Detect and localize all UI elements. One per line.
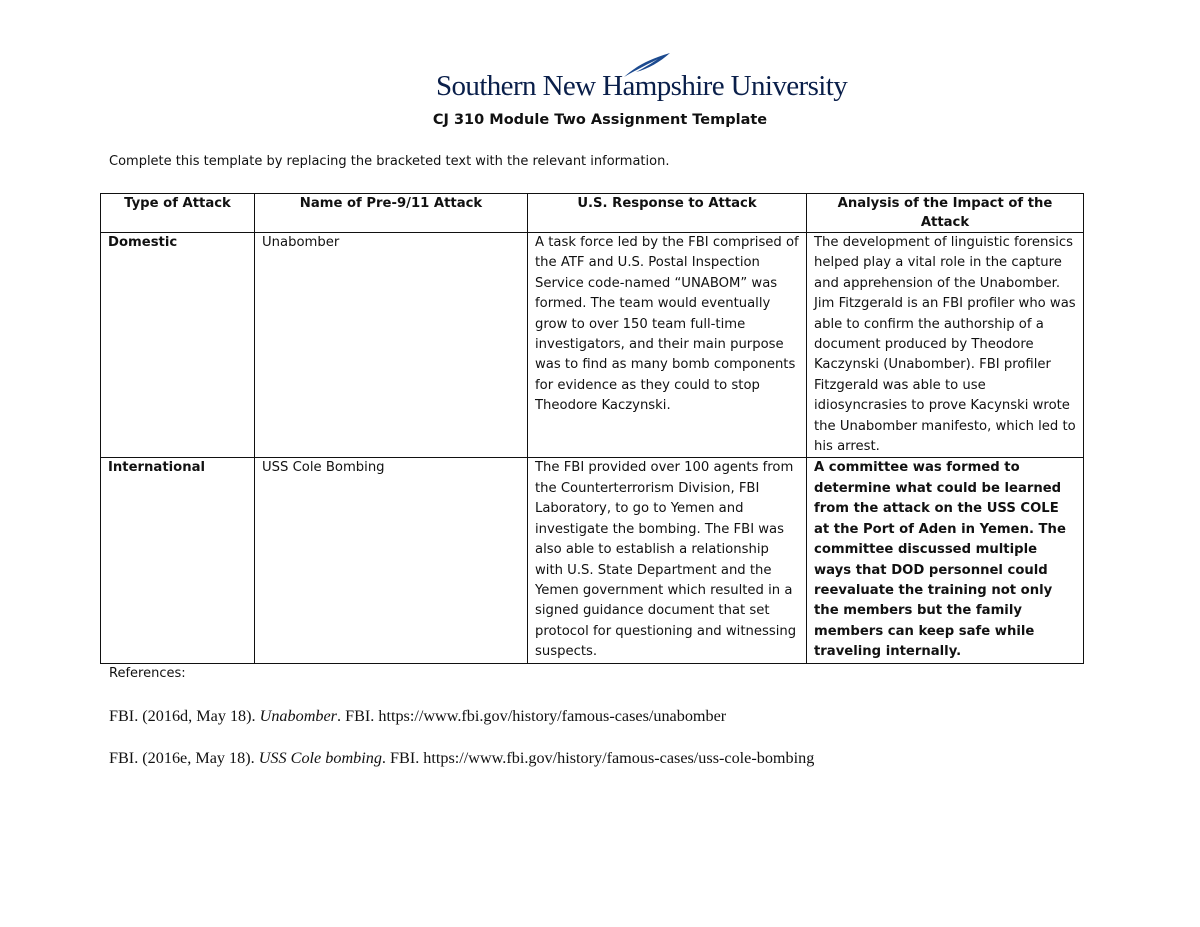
column-header: Analysis of the Impact of the Attack (807, 194, 1084, 233)
response-cell: The FBI provided over 100 agents from the Counterterrorism Division, FBI Laboratory, to go to Yemen and investigate the bombing. The FBI was also able to establish a relationship with U.S. State Department and the Yemen government which resulted in a signed guidance document that set protocol for questioning and witnessing suspects. (528, 458, 807, 663)
analysis-cell: The development of linguistic forensics helped play a vital role in the capture and apprehension of the Unabomber. Jim Fitzgerald is an FBI profiler who was able to confirm the authorship of a document produced by Theodore Kaczynski (Unabomber). FBI profiler Fitzgerald was able to use idiosyncrasies to prove Kacynski wrote the Unabomber manifesto, which led to his arrest. (807, 233, 1084, 458)
reference-entry (109, 707, 726, 726)
reference-entry (109, 749, 814, 768)
reference-prefix: FBI. (2016e, May 18). (109, 749, 259, 767)
attack-type-cell: Domestic (101, 233, 255, 458)
column-header: Name of Pre-9/11 Attack (255, 194, 528, 233)
university-logo (436, 52, 848, 104)
table-row (101, 458, 1084, 663)
reference-prefix: FBI. (2016d, May 18). (109, 707, 260, 725)
document-title: CJ 310 Module Two Assignment Template (432, 112, 768, 128)
analysis-cell: A committee was formed to determine what could be learned from the attack on the USS COLE at the Port of Aden in Yemen. The committee discussed multiple ways that DOD personnel could reevaluate the training not only the members but the family members can keep safe while traveling internally. (807, 458, 1084, 663)
table-header-row (101, 194, 1084, 233)
references-label: References: (109, 666, 186, 681)
attack-type-cell: International (101, 458, 255, 663)
response-cell: A task force led by the FBI comprised of the ATF and U.S. Postal Inspection Service code-named “UNABOM” was formed. The team would eventually grow to over 150 team full-time investigators, and their main purpose was to find as many bomb components for evidence as they could to stop Theodore Kaczynski. (528, 233, 807, 458)
quill-icon (622, 52, 672, 78)
logo-wordmark: Southern New Hampshire University (436, 70, 848, 102)
column-header: Type of Attack (101, 194, 255, 233)
instructions-text: Complete this template by replacing the bracketed text with the relevant information. (109, 154, 670, 169)
attack-name-cell: Unabomber (255, 233, 528, 458)
table-row (101, 233, 1084, 458)
attack-name-cell: USS Cole Bombing (255, 458, 528, 663)
reference-suffix: . FBI. https://www.fbi.gov/history/famous-cases/uss-cole-bombing (381, 749, 815, 767)
reference-title: Unabomber (259, 707, 337, 725)
reference-title: USS Cole bombing (258, 749, 382, 767)
reference-suffix: . FBI. https://www.fbi.gov/history/famous-cases/unabomber (336, 707, 727, 725)
attack-table (100, 193, 1084, 664)
column-header: U.S. Response to Attack (528, 194, 807, 233)
